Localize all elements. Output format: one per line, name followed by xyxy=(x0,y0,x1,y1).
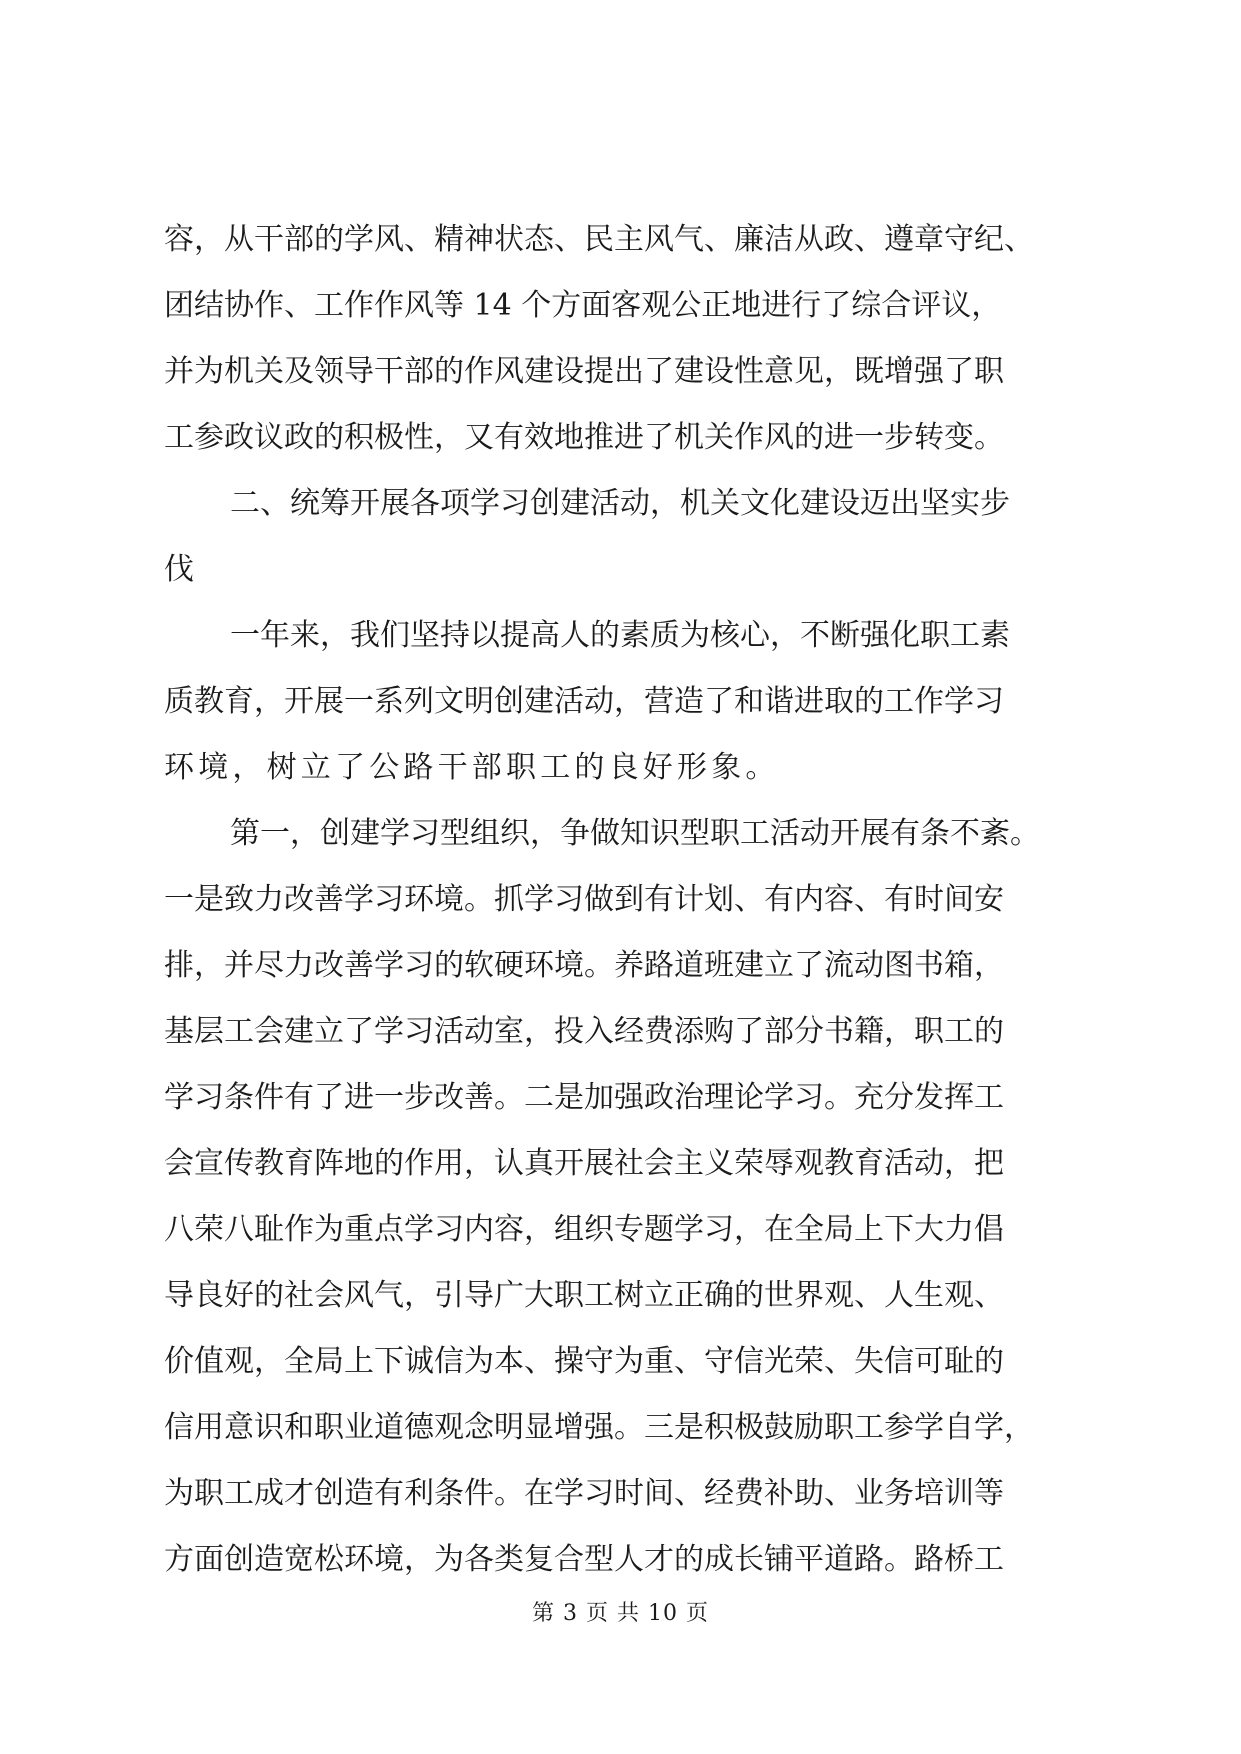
text-line: 容，从干部的学风、精神状态、民主风气、廉洁从政、遵章守纪、 xyxy=(164,222,1034,257)
text-line: 学习条件有了进一步改善。二是加强政治理论学习。充分发挥工 xyxy=(164,1080,1004,1115)
text-line: 会宣传教育阵地的作用，认真开展社会主义荣辱观教育活动，把 xyxy=(164,1146,1004,1181)
text-line: 二、统筹开展各项学习创建活动，机关文化建设迈出坚实步 xyxy=(230,486,1010,521)
text-line: 导良好的社会风气，引导广大职工树立正确的世界观、人生观、 xyxy=(164,1278,1004,1313)
text-line: 环境，树立了公路干部职工的良好形象。 xyxy=(164,750,780,785)
text-line: 基层工会建立了学习活动室，投入经费添购了部分书籍，职工的 xyxy=(164,1014,1004,1049)
text-line: 一是致力改善学习环境。抓学习做到有计划、有内容、有时间安 xyxy=(164,882,1004,917)
text-line: 信用意识和职业道德观念明显增强。三是积极鼓励职工参学自学， xyxy=(164,1410,1034,1445)
text-line: 八荣八耻作为重点学习内容，组织专题学习，在全局上下大力倡 xyxy=(164,1212,1004,1247)
document-body xyxy=(164,207,1084,1593)
text-line: 价值观，全局上下诚信为本、操守为重、守信光荣、失信可耻的 xyxy=(164,1344,1004,1379)
text-line: 排，并尽力改善学习的软硬环境。养路道班建立了流动图书箱， xyxy=(164,948,1004,983)
page-footer: 第 3 页 共 10 页 xyxy=(532,1601,709,1626)
text-line: 一年来，我们坚持以提高人的素质为核心，不断强化职工素 xyxy=(230,618,1010,653)
text-line: 工参政议政的积极性，又有效地推进了机关作风的进一步转变。 xyxy=(164,420,1004,455)
text-line: 伐 xyxy=(164,552,199,587)
text-line: 质教育，开展一系列文明创建活动，营造了和谐进取的工作学习 xyxy=(164,684,1004,719)
text-line: 方面创造宽松环境，为各类复合型人才的成长铺平道路。路桥工 xyxy=(164,1542,1004,1577)
text-line: 团结协作、工作作风等 14 个方面客观公正地进行了综合评议， xyxy=(164,288,1002,323)
text-line: 并为机关及领导干部的作风建设提出了建设性意见，既增强了职 xyxy=(164,354,1004,389)
text-line: 为职工成才创造有利条件。在学习时间、经费补助、业务培训等 xyxy=(164,1476,1004,1511)
text-line: 第一，创建学习型组织，争做知识型职工活动开展有条不紊。 xyxy=(230,816,1040,851)
